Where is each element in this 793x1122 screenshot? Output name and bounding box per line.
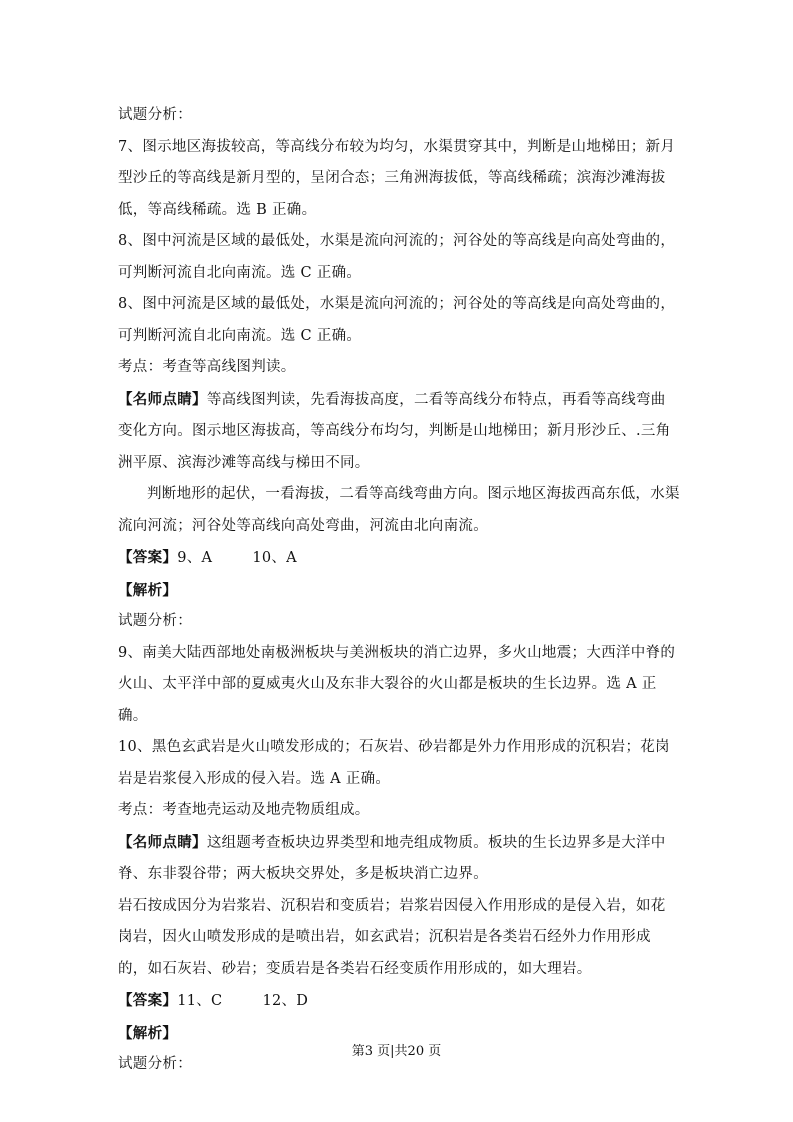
answer-label: 【答案】 [118, 549, 178, 566]
page-footer: 第3 页|共20 页 [351, 1044, 442, 1059]
teacher-tip-label: 【名师点睛】 [118, 390, 207, 408]
answer-9: 9、A [177, 550, 213, 566]
section-heading-analysis-2: 试题分析： [118, 613, 192, 629]
explanation-label: 【解析】 [118, 581, 178, 599]
teacher-tip-text-2: 这组题考查板块边界类型和地壳组成物质。板块的生长边界多是大洋中脊、东非裂谷带；两大板块交界处，多是板块消亡边界。 [118, 834, 666, 882]
paragraph-q8-analysis: 8、图中河流是区域的最低处，水渠是流向河流的；河谷处的等高线是向高处弯曲的，可判断河流自北向南流。选 C 正确。 [118, 233, 676, 281]
section-heading-analysis: 试题分析： [118, 107, 192, 123]
teacher-tip-label-2: 【名师点睛】 [118, 833, 207, 851]
answer-10: 10、A [252, 550, 297, 566]
teacher-tip-text: 等高线图判读，先看海拔高度，二看等高线分布特点，再看等高线弯曲变化方向。图示地区海拔高，等高线分布均匀，判断是山地梯田；新月形沙丘、.三角洲平原、滨海沙滩等高线与梯田不同。 [118, 391, 671, 471]
paragraph-q8-analysis-repeat: 8、图中河流是区域的最低处，水渠是流向河流的；河谷处的等高线是向高处弯曲的，可判断河流自北向南流。选 C 正确。 [118, 296, 676, 344]
paragraph-terrain-summary: 判断地形的起伏，一看海拔，二看等高线弯曲方向。图示地区海拔西高东低，水渠流向河流；河谷处等高线向高处弯曲，河流由北向南流。 [118, 486, 680, 534]
section-heading-analysis-3: 试题分析： [118, 1056, 192, 1072]
answer-12: 12、D [262, 993, 309, 1009]
paragraph-answer-9-10 [118, 542, 680, 575]
paragraph-q7-analysis: 7、图示地区海拔较高，等高线分布较为均匀，水渠贯穿其中，判断是山地梯田；新月型沙丘的等高线是新月型的，呈闭合态；三角洲海拔低，等高线稀疏；滨海沙滩海拔低，等高线稀疏。选 B 正确。 [118, 138, 676, 218]
paragraph-teacher-tip [118, 384, 680, 480]
answer-label-2: 【答案】 [118, 992, 178, 1009]
explanation-label-2: 【解析】 [118, 1024, 178, 1042]
paragraph-rock-classification: 岩石按成因分为岩浆岩、沉积岩和变质岩；岩浆岩因侵入作用形成的是侵入岩，如花岗岩，因火山喷发形成的是喷出岩，如玄武岩；沉积岩是各类岩石经外力作用形成的，如石灰岩、砂岩；变质岩是各类岩石经变质作用形成的，如大理岩。 [118, 897, 666, 977]
answer-11: 11、C [177, 993, 223, 1009]
document-body [118, 100, 680, 1081]
paragraph-exam-point: 考点：考查等高线图判读。 [118, 359, 296, 375]
paragraph-teacher-tip-2 [118, 827, 680, 891]
paragraph-answer-11-12 [118, 985, 680, 1018]
paragraph-q10-analysis: 10、黑色玄武岩是火山喷发形成的；石灰岩、砂岩都是外力作用形成的沉积岩；花岗岩是岩浆侵入形成的侵入岩。选 A 正确。 [118, 739, 670, 787]
paragraph-q9-analysis: 9、南美大陆西部地处南极洲板块与美洲板块的消亡边界，多火山地震；大西洋中脊的火山、太平洋中部的夏威夷火山及东非大裂谷的火山都是板块的生长边界。选 A 正确。 [118, 644, 676, 724]
paragraph-exam-point-2: 考点：考查地壳运动及地壳物质组成。 [118, 802, 370, 818]
